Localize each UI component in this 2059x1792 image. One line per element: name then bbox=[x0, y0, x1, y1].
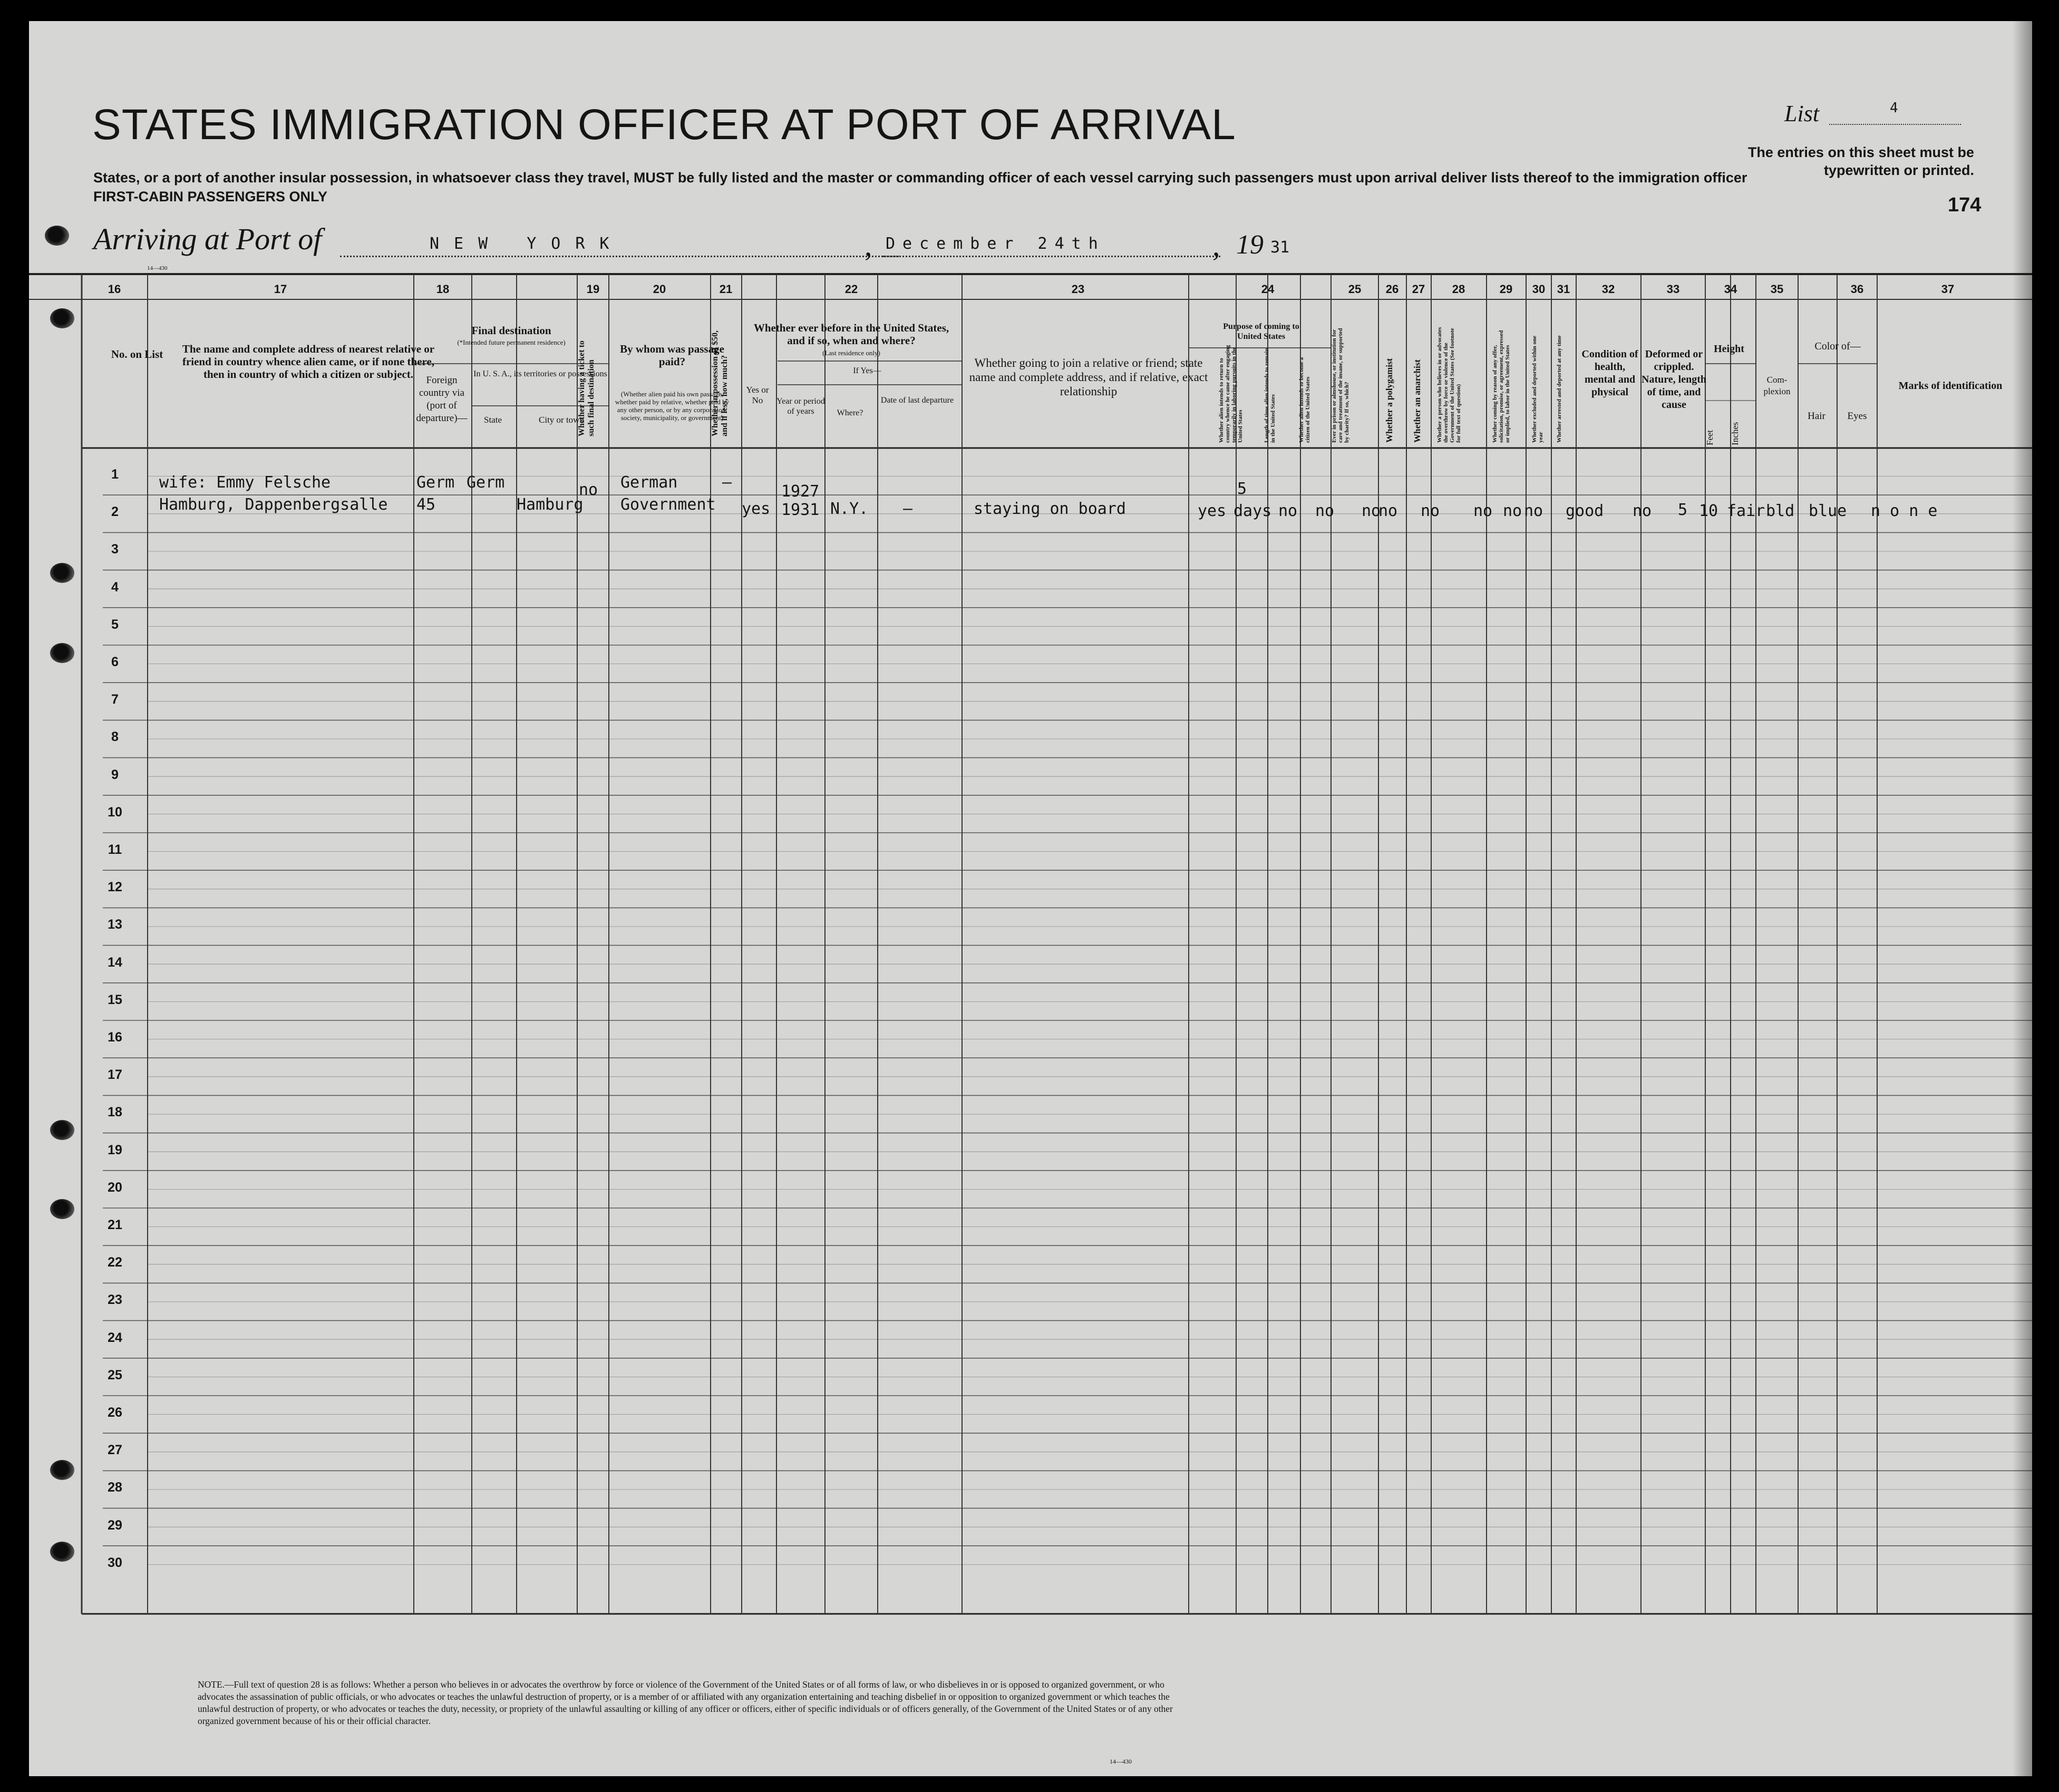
column-number: 33 bbox=[1666, 283, 1680, 296]
header-yes-no: Yes or No bbox=[746, 385, 769, 405]
column-number: 36 bbox=[1850, 283, 1864, 296]
punch-hole bbox=[50, 1460, 74, 1480]
header-health: Condition of health, mental and physical bbox=[1581, 348, 1638, 398]
punch-hole bbox=[45, 226, 69, 246]
overthrow-value: no bbox=[1421, 502, 1440, 520]
typewritten-notice: The entries on this sheet must be typewritten or printed. bbox=[1747, 144, 1974, 178]
page-number: 174 bbox=[1948, 194, 1982, 216]
row-number: 30 bbox=[108, 1555, 122, 1570]
relative-name: wife: Emmy Felsche bbox=[159, 473, 331, 492]
column-number: 23 bbox=[1071, 283, 1085, 296]
joining-value: staying on board bbox=[974, 500, 1126, 518]
column-number: 29 bbox=[1499, 283, 1513, 296]
manifest-sheet bbox=[29, 21, 2032, 1776]
column-number: 17 bbox=[274, 283, 287, 296]
ever-before-value: yes bbox=[742, 500, 771, 518]
foreign-port-value: 45 bbox=[416, 495, 436, 514]
header-joining-relative: Whether going to join a relative or friend; state name and complete address, and if relative, exact relationship bbox=[969, 356, 1208, 398]
length-stay-value: days bbox=[1234, 502, 1272, 520]
row-number: 17 bbox=[108, 1067, 122, 1083]
column-number: 28 bbox=[1452, 283, 1465, 296]
header-feet: Feet bbox=[1705, 430, 1715, 445]
complexion-value: fair bbox=[1727, 502, 1765, 520]
years-value: 1927 bbox=[781, 482, 820, 501]
header-relative-address: The name and complete address of nearest relative or friend in country whence alien came, or if none there, then in country of which a citizen or subject. bbox=[182, 343, 435, 381]
class-label: FIRST-CABIN PASSENGERS ONLY bbox=[93, 189, 328, 204]
row-number: 6 bbox=[111, 655, 119, 669]
identification-marks-value: n o n e bbox=[1871, 502, 1938, 520]
list-label: List bbox=[1784, 101, 1820, 126]
punch-hole bbox=[50, 563, 74, 583]
arrested-value: no bbox=[1524, 502, 1543, 520]
header-final-destination-note: (*Intended future permanent residence) bbox=[457, 338, 566, 346]
column-number: 24 bbox=[1261, 283, 1275, 296]
header-prison: Ever in prison or almshouse, or institution for care and treatment of the insane, or supported by charity? If so, which? bbox=[1331, 328, 1350, 443]
column-number: 30 bbox=[1532, 283, 1546, 296]
header-no-on-list: No. on List bbox=[111, 348, 163, 361]
city-value: Hamburg bbox=[517, 495, 584, 514]
excluded-value: no bbox=[1503, 502, 1522, 520]
prison-value: no bbox=[1315, 502, 1335, 520]
header-hair: Hair bbox=[1808, 411, 1825, 422]
row-number: 15 bbox=[108, 992, 122, 1007]
row-number: 4 bbox=[111, 579, 119, 595]
citizen-value: no bbox=[1278, 502, 1298, 520]
row-number: 18 bbox=[108, 1105, 122, 1120]
header-inches: Inches bbox=[1730, 422, 1740, 445]
where-value: N.Y. bbox=[830, 500, 869, 518]
foreign-country-value: Germ bbox=[416, 473, 455, 492]
length-stay-value: 5 bbox=[1237, 480, 1247, 498]
header-money: Whether in possession of $50, and if less, how much? bbox=[711, 330, 729, 436]
separator-comma: , bbox=[1212, 228, 1220, 262]
money-value: – bbox=[722, 473, 732, 492]
row-number: 12 bbox=[108, 880, 122, 895]
column-number: 31 bbox=[1557, 283, 1570, 296]
row-number: 16 bbox=[108, 1030, 122, 1045]
hair-value: bld bbox=[1766, 502, 1795, 520]
header-height: Height bbox=[1714, 343, 1744, 355]
years-value: 1931 bbox=[781, 501, 820, 519]
return-intent-value: yes bbox=[1198, 502, 1227, 520]
row-number: 13 bbox=[108, 917, 122, 932]
header-ever-before: Whether ever before in the United States, and if so, when and where? bbox=[753, 322, 949, 347]
header-in-usa: In U. S. A., its territories or possessions bbox=[473, 369, 607, 378]
row-number: 19 bbox=[108, 1142, 122, 1157]
deformed-value: no bbox=[1633, 502, 1652, 520]
column-number: 19 bbox=[586, 283, 600, 296]
header-length-stay: Length of time alien intends to remain in the United States bbox=[1264, 348, 1276, 443]
row-number: 9 bbox=[111, 767, 119, 782]
header-excluded: Whether excluded and deported within one year bbox=[1531, 335, 1544, 443]
row-number: 26 bbox=[108, 1405, 122, 1420]
header-identification-marks: Marks of identification bbox=[1898, 380, 2003, 392]
row-number: 28 bbox=[108, 1480, 122, 1495]
header-if-yes: If Yes— bbox=[853, 366, 881, 375]
header-last-departure: Date of last departure bbox=[880, 396, 954, 405]
punch-hole bbox=[50, 1120, 74, 1140]
row-number: 14 bbox=[108, 955, 122, 970]
row-number: 25 bbox=[108, 1367, 122, 1382]
column-number: 21 bbox=[719, 283, 733, 296]
header-citizen-intent: Whether alien intends to become a citizen of the United States bbox=[1298, 357, 1311, 443]
form-code: 14—430 bbox=[1110, 1758, 1132, 1765]
ticket-value: no bbox=[579, 481, 598, 499]
header-purpose: Purpose of coming to United States bbox=[1223, 322, 1299, 341]
header-year-period: Year or period of years bbox=[776, 397, 825, 416]
column-number: 16 bbox=[108, 283, 121, 296]
arrival-date: December 24th bbox=[886, 235, 1105, 253]
row-number: 29 bbox=[108, 1517, 122, 1533]
header-overthrow: Whether a person who believes in or advocates the overthrow by force or violence of the Government of the United States (See footnote for full text of question) bbox=[1436, 327, 1462, 443]
year-suffix: 31 bbox=[1270, 238, 1290, 257]
form-code: 14—430 bbox=[147, 265, 168, 271]
eyes-value: blue bbox=[1809, 502, 1847, 520]
relative-address: Hamburg, Dappenbergsalle bbox=[159, 495, 388, 514]
passage-paid-value: Government bbox=[620, 495, 716, 514]
row-number: 24 bbox=[108, 1330, 122, 1345]
header-complexion: Com-plexion bbox=[1763, 375, 1791, 396]
column-number: 18 bbox=[436, 283, 450, 296]
row-number: 22 bbox=[108, 1255, 122, 1270]
column-number: 25 bbox=[1348, 283, 1362, 296]
passage-paid-value: German bbox=[620, 473, 678, 492]
header-eyes: Eyes bbox=[1847, 411, 1867, 422]
header-city-town: City or town bbox=[539, 415, 584, 425]
header-passage-note: (Whether alien paid his own passage, whether paid by relative, whether paid by any other person, or by any corporation, society, municipality, or government) bbox=[615, 390, 730, 422]
header-color-of: Color of— bbox=[1814, 340, 1861, 352]
header-final-destination: Final destination bbox=[471, 324, 551, 337]
column-number: 20 bbox=[653, 283, 666, 296]
anarchist-value: no bbox=[1378, 502, 1398, 520]
header-offer-labor: Whether coming by reason of any offer, solicitation, promise, or agreement, expressed or implied, to labor in the United States bbox=[1492, 330, 1511, 443]
column-number: 32 bbox=[1601, 283, 1615, 296]
port-value: NEW YORK bbox=[430, 235, 624, 253]
row-number: 7 bbox=[111, 692, 119, 707]
feet-value: 5 bbox=[1678, 501, 1688, 519]
question-28-footnote: NOTE.—Full text of question 28 is as follows: Whether a person who believes in or advocates the overthrow by force or violence of the Government of the United States or of all forms of law, or who disbelieves in or is opposed to organized government, or who advocates the assassination of public officials, or who advocates or teaches the unlawful destruction of property, or is a member of or affiliated with any organization entertaining and teaching disbelief in or opposition to organized government or which teaches the unlawful destruction of property, or who advocates or teaches the duty, necessity, or propriety of the unlawful assaulting or killing of any officer or officers, either of specific individuals or of officers generally, of the Government of the United States or of any other organized government because of his or their official character. bbox=[198, 1679, 1173, 1726]
column-number: 26 bbox=[1385, 283, 1399, 296]
row-number: 27 bbox=[108, 1443, 122, 1458]
year-prefix: 19 bbox=[1236, 230, 1264, 260]
punch-hole bbox=[50, 643, 74, 663]
arriving-label: Arriving at Port of bbox=[93, 222, 322, 256]
header-state: State bbox=[484, 415, 502, 425]
row-number: 5 bbox=[111, 617, 119, 632]
header-foreign-country: Foreign country via (port of departure)— bbox=[416, 375, 468, 424]
column-number: 35 bbox=[1770, 283, 1784, 296]
row-number: 1 bbox=[111, 467, 119, 482]
row-number: 8 bbox=[111, 729, 119, 745]
list-number: 4 bbox=[1890, 100, 1898, 116]
header-where: Where? bbox=[837, 408, 863, 417]
health-value: good bbox=[1566, 502, 1604, 520]
row-number: 11 bbox=[108, 842, 122, 857]
header-return-intent: Whether alien intends to return to country whence he came after engaging temporarily in laboring pursuits in the United States bbox=[1218, 345, 1244, 443]
polygamist-value: no bbox=[1362, 502, 1381, 520]
header-deformed: Deformed or crippled. Nature, length of time, and cause bbox=[1642, 348, 1706, 411]
column-number: 27 bbox=[1412, 283, 1425, 296]
column-number: 37 bbox=[1941, 283, 1955, 296]
punch-hole bbox=[50, 308, 74, 328]
row-number: 20 bbox=[108, 1180, 122, 1195]
punch-hole bbox=[50, 1542, 74, 1562]
punch-hole bbox=[50, 1199, 74, 1219]
page-title: STATES IMMIGRATION OFFICER AT PORT OF ARRIVAL bbox=[92, 101, 1236, 149]
inches-value: 10 bbox=[1699, 502, 1718, 520]
separator-comma: , bbox=[865, 228, 872, 262]
row-number: 2 bbox=[111, 504, 119, 520]
row-number: 10 bbox=[108, 804, 122, 820]
header-polygamist: Whether a polygamist bbox=[1384, 358, 1394, 443]
header-arrested: Whether arrested and deported at any time bbox=[1556, 335, 1562, 443]
last-departure-value: – bbox=[903, 500, 913, 518]
header-passage-paid: By whom was passage paid? bbox=[620, 343, 724, 368]
state-value: Germ bbox=[467, 473, 505, 492]
offer-labor-value: no bbox=[1473, 502, 1493, 520]
row-number: 3 bbox=[111, 542, 119, 557]
header-ticket: Whether having a ticket to such final destination bbox=[577, 340, 596, 436]
column-number: 34 bbox=[1724, 283, 1737, 296]
column-number: 22 bbox=[844, 283, 858, 296]
row-number: 21 bbox=[108, 1218, 122, 1232]
row-number: 23 bbox=[108, 1292, 122, 1308]
instruction-line: States, or a port of another insular possession, in whatsoever class they travel, MUST be fully listed and the master or commanding officer of each vessel carrying such passengers must upon arrival deliver lists thereof to the immigration officer bbox=[93, 170, 1747, 186]
header-ever-before-note: (Last residence only) bbox=[822, 349, 880, 357]
header-anarchist: Whether an anarchist bbox=[1412, 359, 1422, 443]
